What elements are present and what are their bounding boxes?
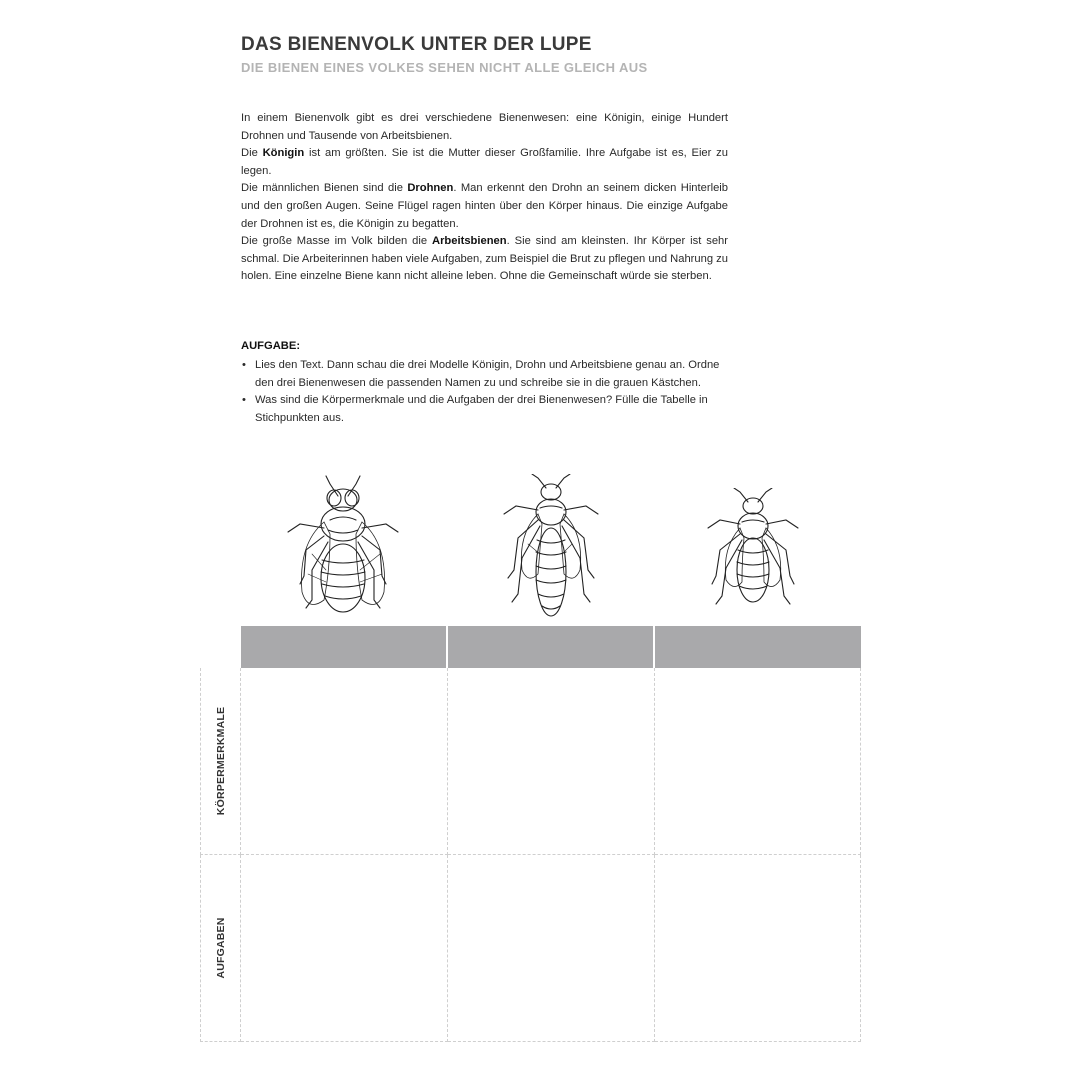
term-worker: Arbeitsbienen [432,235,507,248]
task-heading: AUFGABE: [241,340,301,352]
queen-bee-drawing [496,474,606,622]
table-cell-features-3[interactable] [655,668,861,855]
row-label-text: AUFGABEN [214,917,227,979]
task-item-text: Was sind die Körpermerkmale und die Aufgaben der drei Bienenwesen? Fülle die Tabelle in Stichpunkten aus. [255,394,708,424]
row-label-body-features [200,668,241,855]
name-box-2[interactable] [448,626,653,668]
text-run: Die große Masse im Volk bilden die [241,235,432,248]
table-cell-tasks-1[interactable] [241,855,448,1042]
task-section [241,338,728,427]
table-cell-tasks-3[interactable] [655,855,861,1042]
text-run: ist am größten. Sie ist die Mutter dieser Großfamilie. Ihre Aufgabe ist es, Eier zu legen. [241,147,728,177]
worker-bee-drawing [702,488,804,612]
bullet-icon: • [242,394,246,407]
table-cell-features-2[interactable] [448,668,655,855]
intro-paragraph-worker [241,233,728,286]
intro-paragraph: In einem Bienenvolk gibt es drei verschiedene Bienenwesen: eine Königin, einige Hundert Drohnen und Tausende von Arbeitsbienen. [241,112,728,142]
task-item [241,357,728,392]
text-run: Die [241,147,263,160]
row-label-text: KÖRPERMERKMALE [214,706,227,816]
task-list [241,357,728,427]
intro-paragraph-drone [241,180,728,233]
drone-bee-drawing [282,474,404,620]
name-box-3[interactable] [655,626,861,668]
term-queen: Königin [262,147,305,160]
intro-text [241,110,728,286]
text-run: . Sie sind am kleinsten. Ihr Körper ist sehr schmal. Die Arbeiterinnen haben viele Aufgaben, zum Beispiel die Brut zu pflegen und Nahrung zu holen. Eine einzelne Biene kann nicht alleine leben. Ohne die Gemeinschaft würde sie sterben. [241,235,728,283]
text-run: . Man erkennt den Drohn an seinem dicken Hinterleib und den großen Augen. Seine Flügel ragen hinten über den Körper hinaus. Die einzige Aufgabe der Drohnen ist es, die Königin zu begatten. [241,182,728,230]
text-run: Die männlichen Bienen sind die [241,182,408,195]
page-subtitle: DIE BIENEN EINES VOLKES SEHEN NICHT ALLE GLEICH AUS [241,60,648,75]
task-item [241,392,728,427]
table-cell-features-1[interactable] [241,668,448,855]
name-box-1[interactable] [241,626,446,668]
intro-paragraph-queen [241,145,728,180]
term-drone: Drohnen [407,182,454,195]
page-title: DAS BIENENVOLK UNTER DER LUPE [241,34,592,55]
row-label-tasks [200,855,241,1042]
bullet-icon: • [242,359,246,372]
bee-comparison-table [200,626,861,1042]
table-cell-tasks-2[interactable] [448,855,655,1042]
task-item-text: Lies den Text. Dann schau die drei Modelle Königin, Drohn und Arbeitsbiene genau an. Ordne den drei Bienenwesen die passenden Namen zu und schreibe sie in die grauen Kästchen. [255,359,720,389]
